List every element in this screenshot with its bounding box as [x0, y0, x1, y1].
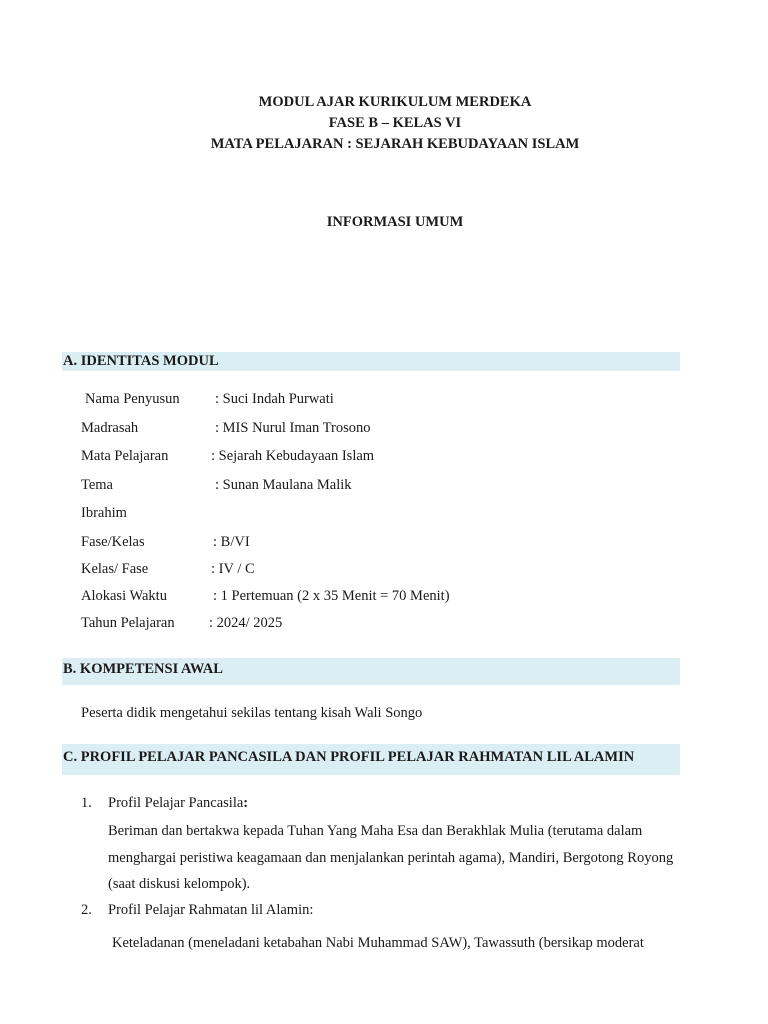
list-item-body: Keteladanan (meneladani ketabahan Nabi Muhammad SAW), Tawassuth (bersikap moderat — [112, 935, 644, 951]
identity-value: : 2024/ 2025 — [209, 615, 283, 631]
identity-value: : 1 Pertemuan (2 x 35 Menit = 70 Menit) — [213, 588, 450, 604]
list-item-body: Beriman dan bertakwa kepada Tuhan Yang Maha Esa dan Berakhlak Mulia (terutama dalam menghargai peristiwa keagamaan dan menjalankan perintah agama), Mandiri, Bergotong Royong (saat diskusi kelompok). — [108, 823, 674, 892]
general-info-heading: INFORMASI UMUM — [326, 214, 464, 230]
identity-value: : Sunan Maulana Malik — [215, 477, 352, 493]
list-number: 1. — [81, 795, 92, 811]
identity-label: Fase/Kelas — [81, 534, 145, 550]
identity-label: Kelas/ Fase — [81, 561, 149, 577]
initial-competence-text: Peserta didik mengetahui sekilas tentang kisah Wali Songo — [81, 705, 423, 721]
list-item-title: Profil Pelajar Rahmatan lil Alamin: — [108, 902, 314, 918]
identity-label: Ibrahim — [81, 505, 127, 521]
list-item-title-colon: : — [243, 795, 249, 811]
identity-label: Tahun Pelajaran — [81, 615, 175, 631]
section-b-heading: B. KOMPETENSI AWAL — [62, 658, 680, 685]
identity-value: : Suci Indah Purwati — [215, 391, 334, 407]
document-title-block — [0, 92, 768, 155]
identity-value: : Sejarah Kebudayaan Islam — [211, 448, 375, 464]
list-item-title — [108, 795, 248, 812]
identity-label: Tema — [81, 477, 113, 493]
identity-label: Alokasi Waktu — [81, 588, 167, 604]
identity-value: : IV / C — [211, 561, 255, 577]
title-line-3: MATA PELAJARAN : SEJARAH KEBUDAYAAN ISLAM — [210, 136, 580, 152]
identity-value: : MIS Nurul Iman Trosono — [215, 420, 371, 436]
identity-value: : B/VI — [213, 534, 250, 550]
list-number: 2. — [81, 902, 92, 918]
section-a-heading: A. IDENTITAS MODUL — [62, 352, 680, 371]
list-item-title-text: Profil Pelajar Pancasila — [108, 795, 244, 811]
section-c-heading: C. PROFIL PELAJAR PANCASILA DAN PROFIL PELAJAR RAHMATAN LIL ALAMIN — [62, 744, 680, 775]
title-line-2: FASE B – KELAS VI — [328, 115, 462, 131]
identity-label: Nama Penyusun — [85, 391, 180, 407]
identity-label: Madrasah — [81, 420, 139, 436]
identity-label: Mata Pelajaran — [81, 448, 169, 464]
title-line-1: MODUL AJAR KURIKULUM MERDEKA — [258, 94, 532, 110]
